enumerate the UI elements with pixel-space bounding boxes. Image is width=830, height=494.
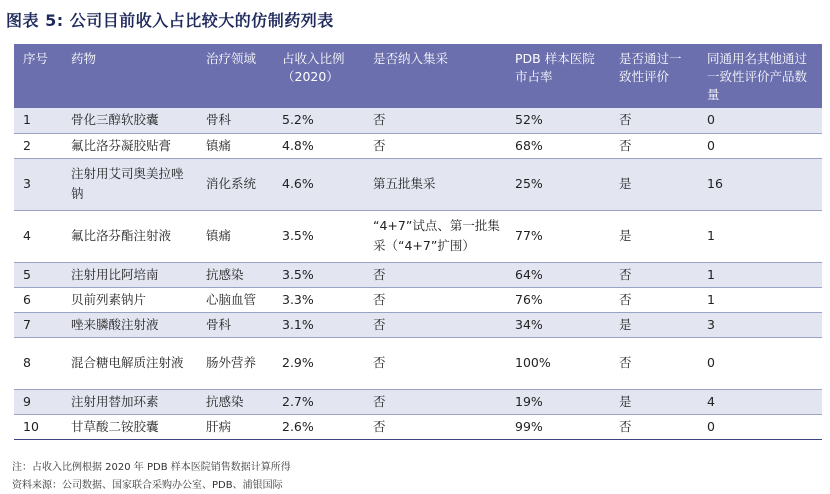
cell-pdb: 68% (506, 133, 610, 158)
cell-drug: 贝前列素钠片 (62, 287, 197, 312)
cell-gqce: 否 (610, 133, 698, 158)
cell-vbp: 否 (364, 312, 506, 337)
cell-no: 9 (14, 389, 62, 414)
table-row (14, 262, 822, 287)
cell-no: 6 (14, 287, 62, 312)
header-gqce: 是否通过一致性评价 (610, 44, 698, 108)
cell-others: 4 (698, 389, 822, 414)
cell-vbp: 否 (364, 287, 506, 312)
cell-others: 1 (698, 210, 822, 262)
cell-area: 肝病 (197, 414, 273, 439)
cell-no: 1 (14, 108, 62, 133)
table-note: 注：占收入比例根据 2020 年 PDB 样本医院销售数据计算所得 (12, 462, 291, 473)
cell-vbp: 第五批集采 (364, 158, 506, 210)
figure-title-text: 公司目前收入占比较大的仿制药列表 (69, 11, 334, 30)
cell-vbp: 否 (364, 133, 506, 158)
cell-share: 3.3% (273, 287, 364, 312)
cell-drug: 唑来膦酸注射液 (62, 312, 197, 337)
header-drug: 药物 (62, 44, 197, 108)
cell-share: 3.5% (273, 262, 364, 287)
header-vbp: 是否纳入集采 (364, 44, 506, 108)
cell-no: 3 (14, 158, 62, 210)
cell-pdb: 64% (506, 262, 610, 287)
cell-vbp: “4+7”试点、第一批集采（“4+7”扩围） (364, 210, 506, 262)
cell-area: 抗感染 (197, 262, 273, 287)
cell-area: 骨科 (197, 108, 273, 133)
table-row (14, 133, 822, 158)
cell-pdb: 52% (506, 108, 610, 133)
cell-share: 4.6% (273, 158, 364, 210)
cell-others: 0 (698, 108, 822, 133)
cell-area: 消化系统 (197, 158, 273, 210)
cell-no: 7 (14, 312, 62, 337)
table-row (14, 389, 822, 414)
cell-vbp: 否 (364, 337, 506, 389)
cell-pdb: 99% (506, 414, 610, 439)
cell-others: 1 (698, 287, 822, 312)
data-source: 资料来源：公司数据、国家联合采购办公室、PDB、浦银国际 (12, 480, 283, 491)
cell-pdb: 100% (506, 337, 610, 389)
table-row (14, 108, 822, 133)
cell-drug: 甘草酸二铵胶囊 (62, 414, 197, 439)
cell-gqce: 是 (610, 158, 698, 210)
header-others: 同通用名其他通过一致性评价产品数量 (698, 44, 822, 108)
cell-pdb: 76% (506, 287, 610, 312)
cell-drug: 注射用替加环素 (62, 389, 197, 414)
header-share: 占收入比例（2020） (273, 44, 364, 108)
cell-others: 1 (698, 262, 822, 287)
cell-share: 2.7% (273, 389, 364, 414)
cell-others: 0 (698, 414, 822, 439)
cell-no: 4 (14, 210, 62, 262)
cell-area: 骨科 (197, 312, 273, 337)
cell-share: 4.8% (273, 133, 364, 158)
cell-gqce: 否 (610, 262, 698, 287)
cell-others: 0 (698, 133, 822, 158)
generic-drug-table (14, 44, 822, 440)
cell-no: 2 (14, 133, 62, 158)
table-row (14, 158, 822, 210)
cell-pdb: 25% (506, 158, 610, 210)
table-row (14, 414, 822, 439)
figure-title (6, 8, 334, 31)
cell-gqce: 否 (610, 108, 698, 133)
cell-no: 5 (14, 262, 62, 287)
cell-no: 10 (14, 414, 62, 439)
cell-gqce: 是 (610, 312, 698, 337)
cell-no: 8 (14, 337, 62, 389)
cell-pdb: 19% (506, 389, 610, 414)
cell-gqce: 是 (610, 389, 698, 414)
figure-label: 图表 5: (6, 11, 64, 30)
cell-gqce: 否 (610, 337, 698, 389)
cell-others: 3 (698, 312, 822, 337)
cell-drug: 氟比洛芬凝胶贴膏 (62, 133, 197, 158)
header-no: 序号 (14, 44, 62, 108)
table-row (14, 337, 822, 389)
cell-vbp: 否 (364, 108, 506, 133)
table-row (14, 312, 822, 337)
cell-drug: 注射用艾司奥美拉唑钠 (62, 158, 197, 210)
header-area: 治疗领域 (197, 44, 273, 108)
cell-area: 肠外营养 (197, 337, 273, 389)
cell-area: 心脑血管 (197, 287, 273, 312)
cell-vbp: 否 (364, 414, 506, 439)
cell-area: 镇痛 (197, 133, 273, 158)
table-row (14, 210, 822, 262)
cell-share: 3.1% (273, 312, 364, 337)
cell-vbp: 否 (364, 389, 506, 414)
cell-pdb: 34% (506, 312, 610, 337)
cell-gqce: 否 (610, 287, 698, 312)
cell-drug: 氟比洛芬酯注射液 (62, 210, 197, 262)
cell-gqce: 是 (610, 210, 698, 262)
cell-drug: 骨化三醇软胶囊 (62, 108, 197, 133)
table-row (14, 287, 822, 312)
cell-drug: 混合糖电解质注射液 (62, 337, 197, 389)
cell-gqce: 否 (610, 414, 698, 439)
cell-others: 16 (698, 158, 822, 210)
cell-vbp: 否 (364, 262, 506, 287)
cell-share: 2.6% (273, 414, 364, 439)
cell-share: 5.2% (273, 108, 364, 133)
cell-pdb: 77% (506, 210, 610, 262)
cell-area: 镇痛 (197, 210, 273, 262)
table-header-row (14, 44, 822, 108)
header-pdb: PDB 样本医院市占率 (506, 44, 610, 108)
cell-drug: 注射用比阿培南 (62, 262, 197, 287)
cell-area: 抗感染 (197, 389, 273, 414)
cell-others: 0 (698, 337, 822, 389)
cell-share: 3.5% (273, 210, 364, 262)
cell-share: 2.9% (273, 337, 364, 389)
